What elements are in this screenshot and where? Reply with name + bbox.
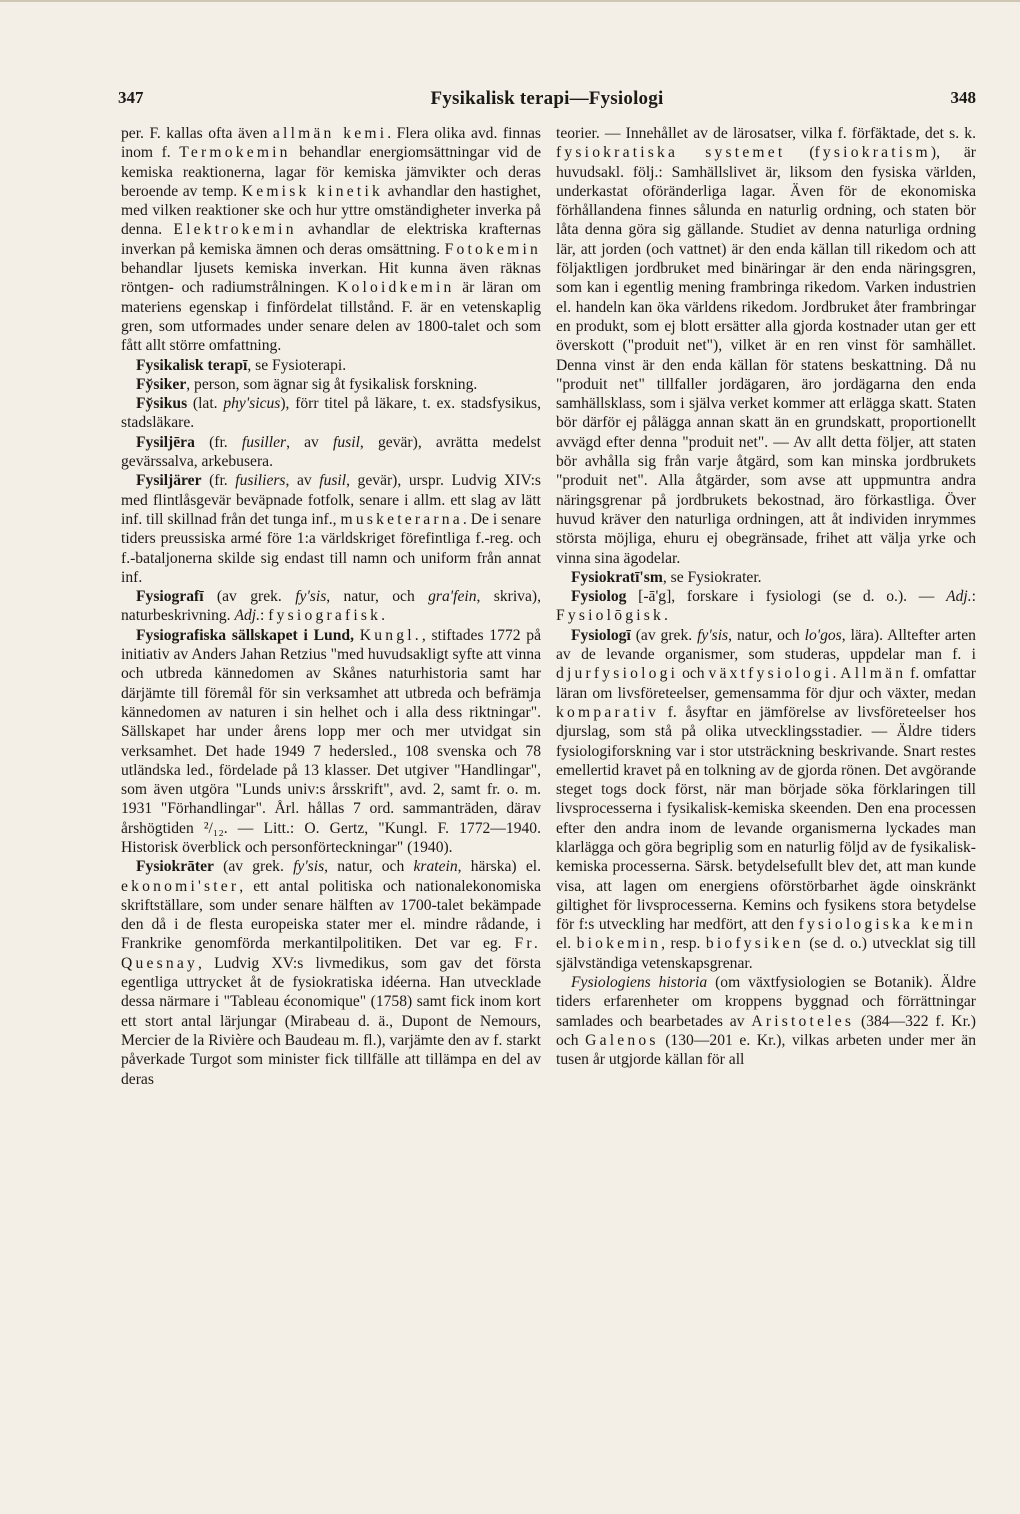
page-header: [118, 88, 976, 116]
headword: Fysiljärer: [136, 472, 202, 490]
headword: Fy̆siker: [136, 375, 187, 393]
entry-fysikus: Fy̆sikus (lat. phy'sicus), förr titel på läkare, t. ex. stadsfysikus, stadsläkare.: [121, 395, 541, 432]
headword: Fysiografī: [136, 588, 204, 606]
page-number-right: 348: [950, 88, 976, 107]
entry-fysiokrater: Fysiokrāter (av grek. fy'sis, natur, och kratein, härska) el. ekonomi'ster, ett antal politiska och nationalekonomiska skriftställare, som under senare hälften av 1700-talet bekämpade den då i de flesta europeiska stater mer el. mindre rådande, i Frankrike genomförda merkantilpolitiken. Det var eg. Fr. Quesnay, Ludvig XV:s livmedikus, som gav det första egentliga uttrycket åt de fysiokratiska idéerna. Han utvecklade dessa närmare i "Tableau économique" (1758) samt fick inom kort ett stort antal lärjungar (Mirabeau d. ä., Dupont de Nemours, Mercier de la Rivière och Baudeau m. fl.), varjämte den av f. starkt påverkade Turgot som minister fick tillfälle att tillämpa en del av deras: [121, 858, 541, 1088]
running-title: Fysikalisk terapi—Fysiologi: [430, 88, 664, 109]
entry-fysiologi: Fysiologī (av grek. fy'sis, natur, och lo'gos, lära). Alltefter arten av de levande organismer, som studeras, uppdelar man f. i djurfysiologi och växtfysiologi. Allmän f. omfattar läran om livsföreteelser, gemensamma för djur och växter, medan komparativ f. åsyftar en jämförelse av livsföreteelser hos djurslag, som stå på olika utvecklingsstadier. — Äldre tiders fysiologiforskning var i stor utsträckning beskrivande. Snart restes emellertid kravet på en tolkning av de gjorda rönen. Det avgörande steget togs dock först, när man började söka förklaringen till livsprocesserna i fysikalisk-kemiska skeenden. Den ena processen efter den andra inom de levande organismerna lyckades man klarlägga och göra begriplig som en naturlig följd av de fysikalisk-kemiska processerna. Särsk. betydelsefullt blev det, att man kunde visa, att lagen om energiens oförstörbarhet ägde oinskränkt giltighet för livsprocesserna. Kemins och fysikens stora betydelse för f:s utveckling har medfört, att den fysiologiska kemin el. biokemin, resp. biofysiken (se d. o.) utvecklat sig till självständiga vetenskapsgrenar.: [556, 626, 977, 972]
entry-fysikalisk-terapi: Fysikalisk terapī, se Fysioterapi.: [136, 356, 347, 374]
entry-fysiografiska-sallskapet: Fysiografiska sällskapet i Lund, Kungl., stiftades 1772 på initiativ av Anders Jahan Retzius "med huvudsakligt syfte att vinna och utbreda kännedomen av Skånes naturhistoria samt har därjämte till föremål för sin verksamhet att utbreda och befrämja kännedomen av naturen i sin helhet och i alla dess riktningar". Sällskapet har under årens lopp mer och mer utvidgat sin verksamhet. Det hade 1949 7 hedersled., 108 svenska och 78 utländska led., fördelade på 13 klasser. Det utgiver "Handlingar", som även utgöra "Lunds univ:s årsskrift", avd. 2, samt fr. o. m. 1931 "Förhandlingar". Årl. hållas 7 ord. sammanträden, därav årshögtiden ²/₁₂. — Litt.: O. Gertz, "Kungl. F. 1772—1940. Historisk överblick och personförteckningar" (1940).: [121, 626, 541, 856]
page-number-left: 347: [118, 88, 144, 107]
right-column: [556, 124, 976, 1070]
entry-fysiker: Fy̆siker, person, som ägnar sig åt fysikalisk forskning.: [136, 375, 478, 393]
entry-fysiografi: Fysiografī (av grek. fy'sis, natur, och gra'fein, skriva), naturbeskrivning. Adj.: fysiografisk.: [121, 588, 541, 625]
entry-fysiljarer: Fysiljärer (fr. fusiliers, av fusil, gevär), urspr. Ludvig XIV:s med flintlåsgevär beväpnade fotfolk, senare i allm. ett slag av lätt inf. till skillnad från det tunga inf., musketerarna. De i senare tiders preussiska armé före 1:a världskriget förefintliga f.-reg. och f.-bataljonerna skilde sig endast till namn och uniform från annat inf.: [121, 472, 541, 586]
entry-fysiolog: Fysiolog [-ā'g], forskare i fysiologi (se d. o.). — Adj.: Fysiolōgisk.: [556, 588, 976, 625]
entry-fysiljera: Fysiljēra (fr. fusiller, av fusil, gevär), avrätta medelst gevärssalva, arkebusera.: [121, 433, 541, 471]
top-edge-line: [0, 0, 1020, 2]
entry-fysiologiens-historia: Fysiologiens historia (om växtfysiologien se Botanik). Äldre tiders erfarenheter om kroppens byggnad och förrättningar samlades och bearbetades av Aristoteles (384—322 f. Kr.) och Galenos (130—201 e. Kr.), vilkas arbeten under mer än tusen år utgjorde källan för all: [556, 974, 976, 1069]
headword: Fysiologī: [571, 626, 631, 644]
headword: Fysiolog: [571, 588, 627, 606]
entry-fysiokratism: Fysiokratī'sm, se Fysiokrater.: [571, 568, 762, 586]
headword: Fysiljēra: [136, 433, 195, 451]
headword: Fysiokrāter: [136, 858, 214, 876]
headword: Fysiografiska sällskapet i Lund,: [136, 626, 354, 644]
kemi-continuation-paragraph: per. F. kallas ofta även allmän kemi. Flera olika avd. finnas inom f. Termokemin behandlar energiomsättningar vid de kemiska reaktionerna, lagar för kemiska jämvikter och deras beroende av temp. Kemisk kinetik avhandlar den hastighet, med vilken reaktioner ske och hur yttre omständigheter inverka på denna. Elektrokemin avhandlar de elektriska krafternas inverkan på kemiska ämnen och deras omsättning. Fotokemin behandlar ljusets kemiska inverkan. Hit kunna även räknas röntgen- och radiumstrålningen. Koloidkemin är läran om materiens egenskap i finfördelat tillstånd. F. är en vetenskaplig gren, som utformades under senare delen av 1800-talet och som fått allt större omfattning.: [121, 125, 542, 355]
fysiokrater-continuation-paragraph: teorier. — Innehållet av de lärosatser, vilka f. förfäktade, det s. k. fysiokratiska systemet (fysiokratism), är huvudsakl. följ.: Samhällslivet är, liksom den fysiska världen, underkastat oföränderliga lagar. Även för de ekonomiska förhållandena finnes sålunda en naturlig ordning, och staten bör låta denna göra sig gällande. Studiet av denna naturliga ordning lär, att jorden (och vattnet) är den enda källan till rikedom och att följaktligen jordbruket med binäringar är den enda näringsgren, som kan i egentlig mening frambringa rikedom. Varken industrien el. handeln kan öka världens rikedom. Jordbruket åter frambringar en produkt, som ej blott ersätter alla gjorda kostnader utan ger ett överskott ("produit net"), vilket är en ren vinst för samhället. Denna vinst är den enda källan för statens beskattning. Då nu "produit net" tillfaller jordägaren, äro jordägarna den enda samhällsklass, som i själva verket kommer att erlägga skatt. Staten bör därför ej pålägga annan skatt än en grundskatt, proportionellt avvägd efter denna "produit net". — Av allt detta följer, att staten bör avhålla sig från varje åtgärd, som kan minska jordbrukets "produit net". Alla åtgärder, som avse att uppmuntra andra näringsgrenar på jordbrukets bekostnad, äro förkastliga. Över huvud kräver den naturliga ordningen, att åt individen inrymmes största möjliga, ehuru ej obegränsade, frihet att välja yrke och vinna sina ägodelar.: [556, 125, 976, 567]
headword: Fy̆sikus: [136, 395, 188, 413]
left-column: [121, 124, 541, 1089]
headword: Fysiokratī'sm: [571, 568, 663, 586]
headword: Fysikalisk terapī: [136, 356, 248, 374]
